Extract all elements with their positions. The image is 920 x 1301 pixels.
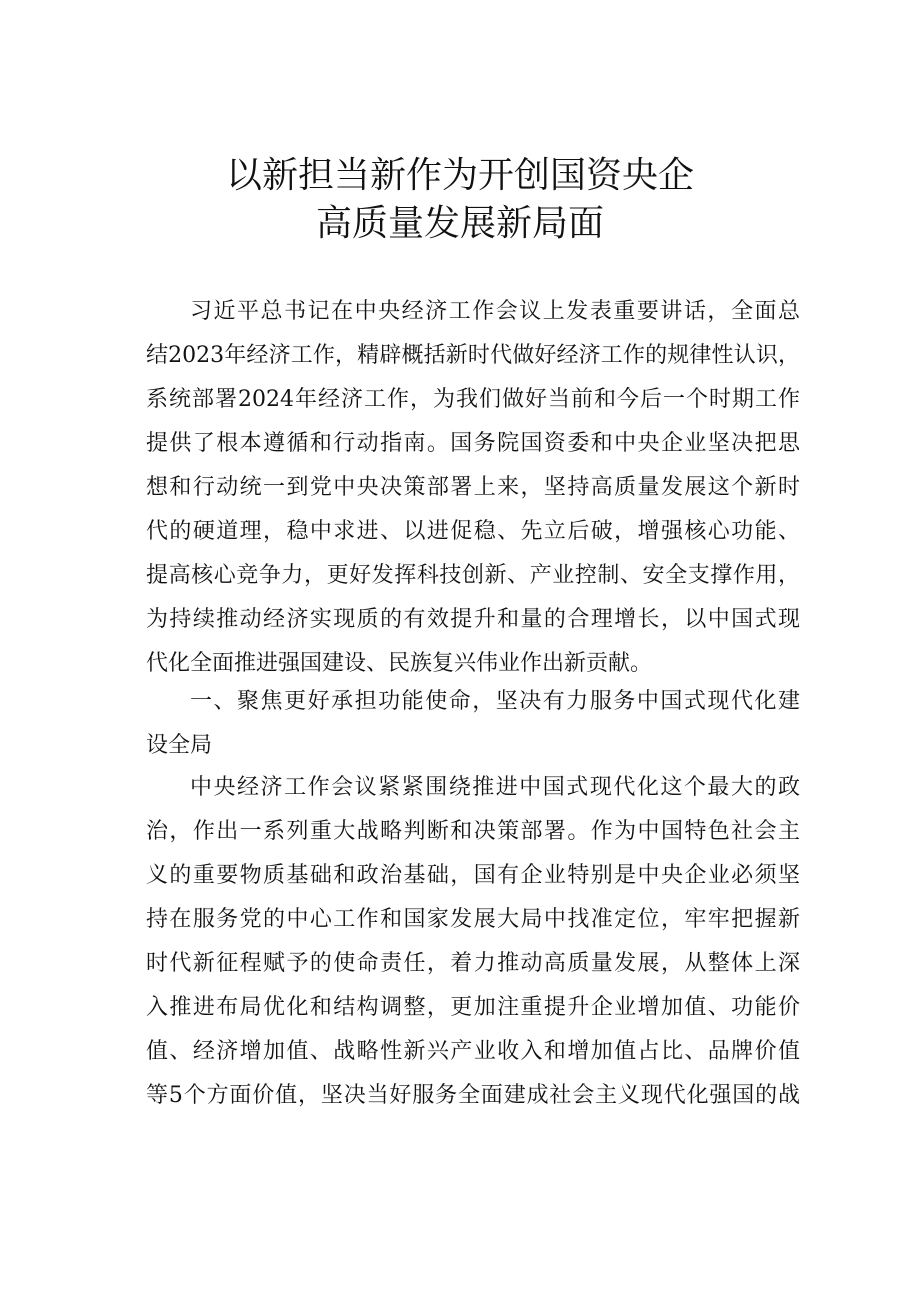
paragraph-line: 代化全面推进强国建设、民族复兴伟业作出新贡献。 — [146, 651, 653, 676]
paragraph-line: 提供了根本遵循和行动指南。国务院国资委和中央企业坚决把思 — [146, 431, 800, 456]
paragraph-line: 代的硬道理，稳中求进、以进促稳、先立后破，增强核心功能、 — [146, 519, 800, 544]
paragraph-line: 结2023年经济工作，精辟概括新时代做好经济工作的规律性认识， — [146, 343, 800, 368]
paragraph-intro — [146, 290, 800, 686]
paragraph-line: 时代新征程赋予的使命责任，着力推动高质量发展，从整体上深 — [146, 951, 800, 976]
paragraph-line: 治，作出一系列重大战略判断和决策部署。作为中国特色社会主 — [146, 819, 800, 844]
paragraph-line: 持在服务党的中心工作和国家发展大局中找准定位，牢牢把握新 — [146, 907, 800, 932]
document-title-line-1: 以新担当新作为开创国资央企 — [225, 155, 694, 196]
paragraph-line: 为持续推动经济实现质的有效提升和量的合理增长，以中国式现 — [146, 607, 800, 632]
paragraph-section-1 — [146, 766, 800, 1118]
paragraph-line: 义的重要物质基础和政治基础，国有企业特别是中央企业必须坚 — [146, 863, 800, 888]
paragraph-line: 习近平总书记在中央经济工作会议上发表重要讲话，全面总 — [190, 299, 800, 324]
paragraph-line: 想和行动统一到党中央决策部署上来，坚持高质量发展这个新时 — [146, 475, 800, 500]
paragraph-line: 等5个方面价值，坚决当好服务全面建成社会主义现代化强国的战 — [146, 1083, 800, 1108]
document-title-line-2: 高质量发展新局面 — [315, 203, 604, 244]
section-heading-line: 设全局 — [146, 733, 213, 758]
paragraph-line: 入推进布局优化和结构调整，更加注重提升企业增加值、功能价 — [146, 995, 800, 1020]
section-heading-line: 一、聚焦更好承担功能使命，坚决有力服务中国式现代化建 — [190, 689, 800, 714]
paragraph-line: 中央经济工作会议紧紧围绕推进中国式现代化这个最大的政 — [190, 775, 800, 800]
paragraph-line: 提高核心竞争力，更好发挥科技创新、产业控制、安全支撑作用， — [146, 563, 800, 588]
paragraph-line: 值、经济增加值、战略性新兴产业收入和增加值占比、品牌价值 — [146, 1039, 800, 1064]
section-heading-1 — [146, 680, 800, 768]
paragraph-line: 系统部署2024年经济工作，为我们做好当前和今后一个时期工作 — [146, 387, 800, 412]
